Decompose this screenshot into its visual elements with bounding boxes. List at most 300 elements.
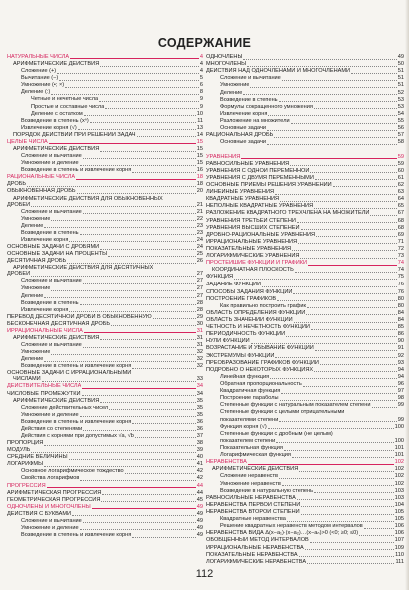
- toc-page-number: 4: [199, 68, 203, 75]
- toc-page-number: 11: [197, 117, 203, 124]
- toc-entry: [7, 497, 203, 504]
- toc-entry-title: ИРРАЦИОНАЛЬНЫЕ ЧИСЛА: [7, 327, 83, 334]
- toc-entry: [206, 509, 404, 516]
- toc-entry: [206, 438, 404, 445]
- toc-entry-title: ОСНОВНЫЕ ЗАДАЧИ С ИРРАЦИОНАЛЬНЫМИ: [7, 370, 132, 377]
- toc-entry: [206, 218, 404, 225]
- dot-leader: [125, 473, 196, 474]
- toc-entry-title: Квадратные неравенства: [220, 516, 286, 523]
- toc-entry-title: Действия с корнями при допустимых √a, √b: [21, 432, 134, 439]
- toc-entry-title: ДРОБЕЙ: [7, 271, 31, 278]
- toc-page-number: 28: [196, 299, 203, 306]
- toc-entry-title: НЕРАВЕНСТВА ВИДА Δ(x−a₁)·(x−a₂)…(x−aₙ)>0 (<0; ≥0; ≤0): [206, 530, 359, 537]
- dot-leader: [80, 165, 196, 166]
- toc-page-number: 21: [196, 208, 203, 215]
- toc-entry-title: ЦЕЛЫЕ ЧИСЛА: [7, 138, 48, 145]
- dot-leader: [153, 318, 196, 319]
- toc-page-number: 60: [397, 167, 404, 174]
- toc-page-number: 63: [397, 189, 404, 196]
- dot-leader: [44, 445, 195, 446]
- toc-entry-title: Умножение неравенств: [220, 480, 281, 487]
- toc-page-number: 35: [196, 404, 203, 411]
- toc-entry-title: показателем степени: [220, 437, 276, 444]
- toc-entry-title: ПОКАЗАТЕЛЬНЫЕ НЕРАВЕНСТВА: [206, 551, 298, 558]
- toc-entry-title: КООРДИНАТНАЯ ПЛОСКОСТЬ: [212, 267, 294, 274]
- toc-page-number: 26: [196, 258, 203, 265]
- toc-entry: [206, 97, 404, 104]
- dot-leader: [243, 59, 396, 60]
- dot-leader: [301, 229, 397, 230]
- toc-page-number: 27: [196, 292, 203, 299]
- toc-page-number: 36: [196, 418, 203, 425]
- toc-entry-title: Умножение: [21, 285, 51, 292]
- dot-leader: [250, 87, 396, 88]
- toc-entry-title: НЕРАВЕНСТВА: [206, 459, 247, 466]
- toc-entry-title: показателями степени: [220, 416, 279, 423]
- toc-page-number: 98: [397, 395, 404, 402]
- toc-entry-title: Деление: [21, 292, 44, 299]
- dot-leader: [69, 241, 195, 242]
- toc-page-number: 49: [196, 525, 203, 531]
- dot-leader: [111, 325, 196, 326]
- dot-leader: [282, 485, 394, 486]
- toc-entry: [206, 161, 404, 168]
- toc-page-number: 58: [397, 139, 404, 146]
- toc-entry: [206, 82, 404, 89]
- toc-entry: [206, 210, 404, 217]
- dot-leader: [69, 459, 196, 460]
- dot-leader: [308, 265, 397, 266]
- toc-section-heading: [206, 154, 404, 161]
- toc-page-number: 32: [196, 349, 203, 356]
- toc-entry: [206, 282, 404, 289]
- toc-page-number: 16: [196, 167, 203, 174]
- dot-leader: [280, 400, 397, 401]
- toc-entry: [7, 230, 203, 237]
- toc-entry-title: Умножение и деление: [21, 525, 79, 531]
- toc-entry: [7, 82, 203, 89]
- toc-page-number: 49: [196, 503, 203, 510]
- dot-leader: [47, 487, 196, 488]
- dot-leader: [299, 471, 393, 472]
- toc-page-number: 6: [199, 82, 203, 89]
- toc-entry: [206, 189, 404, 196]
- toc-entry-title: ЛОГАРИФМИЧЕСКИЕ НЕРАВЕНСТВА: [206, 558, 307, 565]
- toc-entry-title: МНОГОЧЛЕНЫ: [206, 61, 247, 68]
- dot-leader: [27, 186, 196, 187]
- dot-leader: [84, 332, 196, 333]
- toc-page-number: 9: [199, 103, 203, 110]
- toc-page-number: 4: [199, 54, 203, 60]
- toc-entry-title: Сложение неравенств: [220, 473, 279, 480]
- toc-entry: [7, 188, 203, 195]
- toc-entry-title: ОДНОЧЛЕНЫ: [206, 54, 243, 60]
- toc-entry: [206, 445, 404, 452]
- toc-page-number: 61: [397, 174, 404, 181]
- toc-entry: [7, 251, 203, 258]
- toc-page-number: 110: [395, 551, 404, 558]
- dot-leader: [333, 186, 397, 187]
- dot-leader: [267, 130, 397, 131]
- page-number: 112: [195, 568, 214, 580]
- dot-leader: [132, 537, 195, 538]
- toc-entry: [206, 232, 404, 239]
- dot-leader: [316, 236, 397, 237]
- toc-entry-title: Логарифмическая функция: [220, 452, 291, 459]
- toc-section-heading: [206, 459, 404, 466]
- toc-page-number: 101: [394, 445, 404, 451]
- toc-page-number: 94: [397, 366, 404, 373]
- dot-leader: [82, 388, 195, 389]
- toc-entry-title: Основные задачи: [220, 139, 267, 146]
- toc-entry-title: Возведение в степень: [220, 96, 278, 103]
- toc-entry-title: ПОДРОБНО О НЕКОТОРЫХ ФУНКЦИЯХ: [206, 366, 314, 373]
- toc-page-number: 73: [397, 253, 404, 260]
- dot-leader: [105, 108, 199, 109]
- dot-leader: [108, 256, 196, 257]
- dot-leader: [80, 416, 196, 417]
- toc-entry-title: Сложение и вычитание: [21, 517, 82, 524]
- dot-leader: [314, 492, 394, 493]
- dot-leader: [274, 137, 396, 138]
- dot-leader: [100, 151, 196, 152]
- toc-entry-title: Умножение и деление: [21, 411, 79, 418]
- toc-section-heading: [7, 483, 203, 490]
- dot-leader: [83, 158, 196, 159]
- toc-entry: [206, 118, 404, 125]
- toc-entry-title: ОДНОЧЛЕНЫ И МНОГОЧЛЕНЫ: [7, 503, 91, 510]
- toc-entry: [7, 440, 203, 447]
- toc-page-number: 27: [196, 271, 203, 278]
- toc-page-number: 13: [196, 124, 203, 131]
- toc-page-number: 65: [397, 203, 404, 210]
- toc-page-number: 74: [397, 267, 404, 274]
- toc-entry: [206, 324, 404, 331]
- toc-entry-title: Возведение в степень: [21, 229, 79, 236]
- toc-entry: [206, 537, 404, 544]
- dot-leader: [286, 336, 397, 337]
- toc-entry: [206, 523, 404, 530]
- toc-entry-title: Возведение в натуральную степень: [220, 487, 314, 494]
- toc-page-number: 23: [196, 222, 203, 229]
- dot-leader: [99, 101, 199, 102]
- dot-leader: [137, 136, 196, 137]
- toc-entry: [206, 395, 404, 402]
- dot-leader: [76, 179, 196, 180]
- toc-entry: [7, 314, 203, 321]
- dot-leader: [100, 402, 196, 403]
- toc-entry-title: Возведение в степень: [21, 299, 79, 306]
- toc-page-number: 102: [394, 466, 404, 473]
- toc-entry: [7, 89, 203, 96]
- toc-entry: [206, 466, 404, 473]
- dot-leader: [83, 347, 196, 348]
- toc-entry-title: Умножение (•; ×): [21, 82, 65, 89]
- toc-entry-title: Извлечение корня (√): [21, 124, 77, 131]
- toc-entry: [206, 381, 404, 388]
- toc-entry-title: АРИФМЕТИЧЕСКАЯ ПРОГРЕССИЯ: [7, 489, 102, 496]
- dot-leader: [275, 194, 397, 195]
- dot-leader: [132, 368, 195, 369]
- dot-leader: [102, 494, 196, 495]
- toc-page-number: 24: [196, 236, 203, 243]
- toc-page-number: 102: [394, 480, 404, 487]
- toc-entry-title: Деление с остатком: [31, 110, 83, 117]
- toc-entry-title: ЧИСЛАМИ: [13, 376, 41, 383]
- dot-leader: [109, 409, 196, 410]
- toc-entry-title: ДРОБЕЙ: [7, 201, 31, 208]
- toc-page-number: 25: [196, 251, 203, 258]
- toc-entry-title: Как правильно построить график: [220, 302, 306, 309]
- toc-entry-title: УРАВНЕНИЯ ВЫСШИХ СТЕПЕНЕЙ: [206, 224, 300, 231]
- dot-leader: [135, 437, 196, 438]
- toc-entry-title: ОБЛАСТЬ ОПРЕДЕЛЕНИЯ ФУНКЦИИ: [206, 309, 306, 316]
- toc-entry-title: ЗАДАНИЕ ФУНКЦИИ: [206, 281, 262, 288]
- toc-entry: [7, 398, 203, 405]
- toc-entry-title: Разложение на множители: [220, 117, 290, 124]
- toc-page-number: 68: [397, 217, 404, 224]
- toc-entry: [7, 511, 203, 518]
- toc-entry-title: СРЕДНИЕ ВЕЛИЧИНЫ: [7, 454, 68, 461]
- toc-entry-title: ПРОСТЕЙШИЕ ФУНКЦИИ И ГРАФИКИ: [206, 260, 308, 267]
- toc-entry-title: Построение параболы: [220, 395, 279, 402]
- toc-entry-title: СПОСОБЫ ЗАДАНИЯ ФУНКЦИИ: [206, 288, 293, 295]
- toc-entry: [206, 374, 404, 381]
- dot-leader: [80, 529, 196, 530]
- toc-entry-title: Сложение (+): [21, 68, 57, 75]
- dot-leader: [51, 94, 199, 95]
- dot-leader: [297, 499, 394, 500]
- toc-entry: [7, 167, 203, 174]
- toc-entry-title: Возведение в степень и извлечение корня: [21, 418, 132, 425]
- toc-entry-title: ДЕСЯТИЧНАЯ ДРОБЬ: [7, 258, 67, 265]
- toc-entry: [7, 433, 203, 440]
- dot-leader: [247, 66, 397, 67]
- dot-leader: [305, 549, 394, 550]
- toc-entry-title: ОСНОВНЫЕ ЗАДАЧИ С ДРОБЯМИ: [7, 244, 100, 251]
- toc-entry: [206, 495, 404, 502]
- toc-page-number: 49: [397, 54, 404, 60]
- dot-leader: [83, 283, 196, 284]
- toc-entry: [206, 139, 404, 146]
- toc-entry-title: РАЦИОНАЛЬНЫЕ ЧИСЛА: [7, 174, 76, 181]
- toc-entry-title: ДЕЙСТВИЯ С БУКВАМИ: [7, 510, 72, 517]
- toc-entry-title: АРИФМЕТИЧЕСКИЕ ДЕЙСТВИЯ: [212, 466, 299, 473]
- dot-leader: [295, 272, 397, 273]
- toc-entry: [206, 552, 404, 559]
- dot-leader: [84, 115, 196, 116]
- toc-page-number: 102: [394, 459, 404, 466]
- toc-page-number: 35: [196, 411, 203, 418]
- toc-entry: [206, 331, 404, 338]
- toc-entry: [206, 338, 404, 345]
- dot-leader: [320, 364, 397, 365]
- toc-entry: [7, 132, 203, 139]
- toc-entry: [7, 125, 203, 132]
- toc-page-number: 15: [196, 138, 203, 145]
- toc-page-number: 44: [196, 482, 203, 489]
- toc-entry-title: Возведение в степень (xⁿ): [21, 117, 89, 124]
- dot-leader: [300, 258, 396, 259]
- dot-leader: [310, 542, 394, 543]
- toc-page-number: 111: [395, 558, 404, 565]
- toc-entry-title: Квадратичная функция: [220, 388, 281, 395]
- toc-page-number: 97: [397, 388, 404, 395]
- toc-entry: [7, 75, 203, 82]
- toc-page-number: 45: [196, 496, 203, 503]
- toc-entry-title: НАТУРАЛЬНЫЕ ЧИСЛА: [7, 54, 70, 60]
- toc-entry-title: ДЕЙСТВИЯ НАД ОДНОЧЛЕНАМИ И МНОГОЧЛЕНАМИ: [206, 68, 351, 75]
- dot-leader: [69, 311, 195, 312]
- dot-leader: [280, 201, 397, 202]
- toc-entry: [7, 285, 203, 292]
- dot-leader: [132, 423, 195, 424]
- toc-entry-title: РАВНОСИЛЬНЫЕ НЕРАВЕНСТВА: [206, 494, 296, 501]
- dot-leader: [92, 508, 196, 509]
- dot-leader: [298, 243, 397, 244]
- toc-entry-title: Деление: [21, 356, 44, 363]
- toc-entry: [7, 271, 203, 278]
- dot-leader: [307, 563, 394, 564]
- toc-entry-title: ФУНКЦИЯ: [206, 274, 234, 281]
- toc-entry-title: АРИФМЕТИЧЕСКИЕ ДЕЙСТВИЯ ДЛЯ ОБЫКНОВЕННЫХ: [13, 195, 163, 202]
- toc-page-number: 27: [196, 278, 203, 285]
- dot-leader: [90, 122, 197, 123]
- toc-page-number: 99: [397, 416, 404, 423]
- toc-page-number: 105: [394, 516, 404, 523]
- dot-leader: [279, 478, 394, 479]
- toc-entry: [206, 203, 404, 210]
- dot-leader: [277, 300, 397, 301]
- toc-entry-title: ПРЕОБРАЗОВАНИЕ ГРАФИКОВ ФУНКЦИЙ: [206, 359, 319, 366]
- toc-entry-title: Функция корня (√): [220, 423, 267, 430]
- dot-leader: [67, 263, 196, 264]
- dot-leader: [72, 515, 196, 516]
- toc-entry-title: ОСНОВНЫЕ ЗАДАЧИ НА ПРОЦЕНТЫ: [7, 251, 108, 258]
- dot-leader: [372, 407, 397, 408]
- dot-leader: [303, 386, 397, 387]
- toc-entry: [206, 68, 404, 75]
- dot-leader: [293, 293, 396, 294]
- toc-page-number: 39: [196, 447, 203, 454]
- dot-leader: [359, 535, 394, 536]
- toc-entry-title: НУЛИ ФУНКЦИИ: [206, 338, 250, 345]
- toc-entry: [7, 307, 203, 314]
- toc-page-number: 44: [196, 489, 203, 496]
- toc-entry: [7, 356, 203, 363]
- toc-entry: [206, 239, 404, 246]
- dot-leader: [267, 144, 397, 145]
- dot-leader: [31, 452, 195, 453]
- toc-entry-title: Основные задачи: [220, 125, 267, 132]
- toc-entry-title: НЕПОЛНЫЕ КВАДРАТНЫЕ УРАВНЕНИЯ: [206, 203, 314, 210]
- toc-entry-title: ЧИСЛОВЫЕ ПРОМЕЖУТКИ: [7, 390, 81, 397]
- toc-page-number: 52: [397, 89, 404, 96]
- dot-leader: [65, 87, 199, 88]
- dot-leader: [284, 450, 394, 451]
- dot-leader: [51, 220, 195, 221]
- dot-leader: [248, 464, 394, 465]
- dot-leader: [241, 158, 397, 159]
- toc-entry: [7, 153, 203, 160]
- dot-leader: [314, 108, 397, 109]
- toc-entry: [206, 424, 404, 431]
- toc-entry-title: ПОСТРОЕНИЕ ГРАФИКОВ: [206, 295, 277, 302]
- toc-page-number: 93: [397, 359, 404, 366]
- toc-page-number: 96: [397, 381, 404, 388]
- toc-page-number: 69: [397, 231, 404, 238]
- toc-page-number: 38: [196, 440, 203, 447]
- toc-entry: [206, 516, 404, 523]
- toc-entry: [7, 118, 203, 125]
- toc-entry: [206, 388, 404, 395]
- dot-leader: [315, 350, 397, 351]
- toc-entry-title: Деление (:): [21, 89, 51, 96]
- toc-entry-title: НЕРАВЕНСТВА ПЕРВОЙ СТЕПЕНИ: [206, 501, 301, 508]
- dot-leader: [306, 314, 397, 315]
- toc-entry-title: АРИФМЕТИЧЕСКИЕ ДЕЙСТВИЯ: [13, 334, 100, 341]
- toc-page-number: 35: [196, 397, 203, 404]
- toc-entry-title: РАЗЛОЖЕНИЕ КВАДРАТНОГО ТРЕХЧЛЕНА НА МНОЖИТЕЛИ: [206, 210, 370, 217]
- dot-leader: [100, 66, 199, 67]
- toc-entry-title: ГЕОМЕТРИЧЕСКАЯ ПРОГРЕССИЯ: [7, 496, 101, 503]
- toc-entry: [206, 61, 404, 68]
- toc-entry-title: АРИФМЕТИЧЕСКИЕ ДЕЙСТВИЯ: [13, 61, 100, 68]
- toc-page-number: 20: [196, 188, 203, 195]
- toc-page-number: 57: [397, 132, 404, 139]
- toc-page-number: 33: [196, 376, 203, 383]
- dot-leader: [59, 80, 199, 81]
- toc-entry: [7, 209, 203, 216]
- dot-leader: [80, 480, 195, 481]
- toc-entry: [7, 237, 203, 244]
- toc-entry-title: АРИФМЕТИЧЕСКИЕ ДЕЙСТВИЯ: [13, 146, 100, 153]
- toc-entry: [206, 196, 404, 203]
- toc-entry: [7, 342, 203, 349]
- dot-leader: [299, 556, 394, 557]
- toc-page-number: 90: [397, 338, 404, 345]
- toc-entry: [206, 175, 404, 182]
- toc-page-number: 84: [397, 317, 404, 324]
- toc-entry-title: ПЕРИОДИЧНОСТЬ ФУНКЦИИ: [206, 331, 286, 338]
- toc-page-number: 5: [199, 75, 203, 82]
- toc-entry: [206, 182, 404, 189]
- toc-entry: [206, 104, 404, 111]
- toc-entry-title: Свойства логарифмов: [21, 475, 80, 482]
- dot-leader: [100, 339, 196, 340]
- toc-left-column: [7, 54, 203, 539]
- toc-page-number: 53: [397, 96, 404, 103]
- dot-leader: [44, 361, 195, 362]
- toc-entry-title: Обратная пропорциональность: [220, 381, 302, 388]
- toc-entry: [206, 274, 404, 281]
- toc-page-number: 106: [394, 523, 404, 530]
- toc-entry: [7, 300, 203, 307]
- toc-entry-title: АРИФМЕТИЧЕСКИЕ ДЕЙСТВИЯ: [13, 397, 100, 404]
- toc-entry: [7, 278, 203, 285]
- dot-leader: [292, 250, 397, 251]
- toc-entry-title: Простые и составные числа: [31, 103, 105, 110]
- toc-page-number: 31: [196, 342, 203, 349]
- dot-leader: [287, 521, 394, 522]
- dot-leader: [314, 371, 397, 372]
- toc-page-number: 80: [397, 295, 404, 302]
- toc-page-number: 76: [397, 288, 404, 295]
- toc-page-number: 64: [397, 196, 404, 203]
- toc-entry-title: Извлечение корня: [220, 110, 268, 117]
- toc-entry: [7, 475, 203, 482]
- dot-leader: [132, 172, 195, 173]
